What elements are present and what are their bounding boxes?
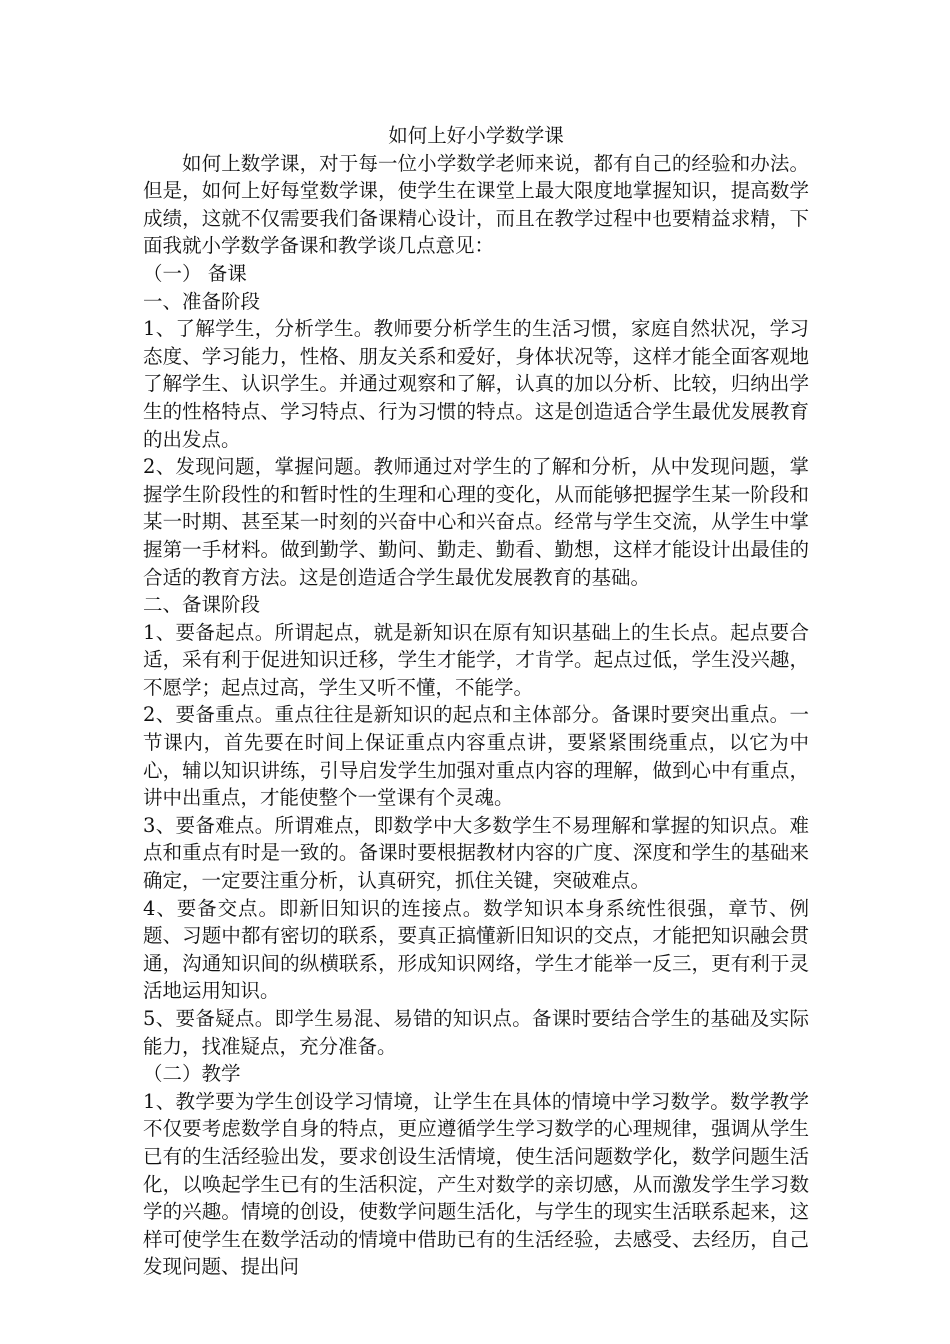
section-heading-teaching: （二）教学 [143,1062,241,1086]
paragraph: 2、要备重点。重点往往是新知识的起点和主体部分。备课时要突出重点。一节课内，首先要在时间上保证重点内容重点讲，要紧紧围绕重点，以它为中心，辅以知识讲练，引导启发学生加强对重点内容的理解，做到心中有重点，讲中出重点，才能使整个一堂课有个灵魂。 [143,703,809,810]
paragraph: 1、教学要为学生创设学习情境，让学生在具体的情境中学习数学。数学教学不仅要考虑数学自身的特点，更应遵循学生学习数学的心理规律，强调从学生已有的生活经验出发，要求创设生活情境，使生活问题数学化，数学问题生活化，以唤起学生已有的生活积淀，产生对数学的亲切感，从而激发学生学习数学的兴趣。情境的创设，使数学问题生活化，与学生的现实生活联系起来，这样可使学生在数学活动的情境中借助已有的生活经验，去感受、去经历，自己发现问题、提出问 [143,1089,809,1279]
section-heading-prep: （一） 备课 [143,261,247,285]
subsection-heading-stage-two: 二、备课阶段 [143,593,261,617]
subsection-heading-stage-one: 一、准备阶段 [143,289,261,313]
intro-paragraph: 如何上数学课，对于每一位小学数学老师来说，都有自己的经验和办法。但是，如何上好每堂数学课，使学生在课堂上最大限度地掌握知识，提高数学成绩，这就不仅需要我们备课精心设计，而且在教学过程中也要精益求精，下面我就小学数学备课和教学谈几点意见： [143,151,809,258]
document-title: 如何上好小学数学课 [388,124,564,147]
paragraph: 3、要备难点。所谓难点，即数学中大多数学生不易理解和掌握的知识点。难点和重点有时是一致的。备课时要根据教材内容的广度、深度和学生的基础来确定，一定要注重分析，认真研究，抓住关键，突破难点。 [143,813,809,893]
paragraph: 5、要备疑点。即学生易混、易错的知识点。备课时要结合学生的基础及实际能力，找准疑点，充分准备。 [143,1007,809,1058]
paragraph: 2、发现问题，掌握问题。教师通过对学生的了解和分析，从中发现问题，掌握学生阶段性的和暂时性的生理和心理的变化，从而能够把握学生某一阶段和某一时期、甚至某一时刻的兴奋中心和兴奋点。经常与学生交流，从学生中掌握第一手材料。做到勤学、勤问、勤走、勤看、勤想，这样才能设计出最佳的合适的教育方法。这是创造适合学生最优发展教育的基础。 [143,455,809,589]
paragraph: 1、了解学生，分析学生。教师要分析学生的生活习惯，家庭自然状况，学习态度、学习能力，性格、朋友关系和爱好，身体状况等，这样才能全面客观地了解学生、认识学生。并通过观察和了解，认真的加以分析、比较，归纳出学生的性格特点、学习特点、行为习惯的特点。这是创造适合学生最优发展教育的出发点。 [143,317,809,451]
paragraph: 4、要备交点。即新旧知识的连接点。数学知识本身系统性很强，章节、例题、习题中都有密切的联系，要真正搞懂新旧知识的交点，才能把知识融会贯通，沟通知识间的纵横联系，形成知识网络，学生才能举一反三，更有利于灵活地运用知识。 [143,896,809,1003]
paragraph: 1、要备起点。所谓起点，就是新知识在原有知识基础上的生长点。起点要合适，采有利于促进知识迁移，学生才能学，才肯学。起点过低，学生没兴趣，不愿学；起点过高，学生又听不懂，不能学。 [143,620,809,699]
document-page [143,122,809,1281]
